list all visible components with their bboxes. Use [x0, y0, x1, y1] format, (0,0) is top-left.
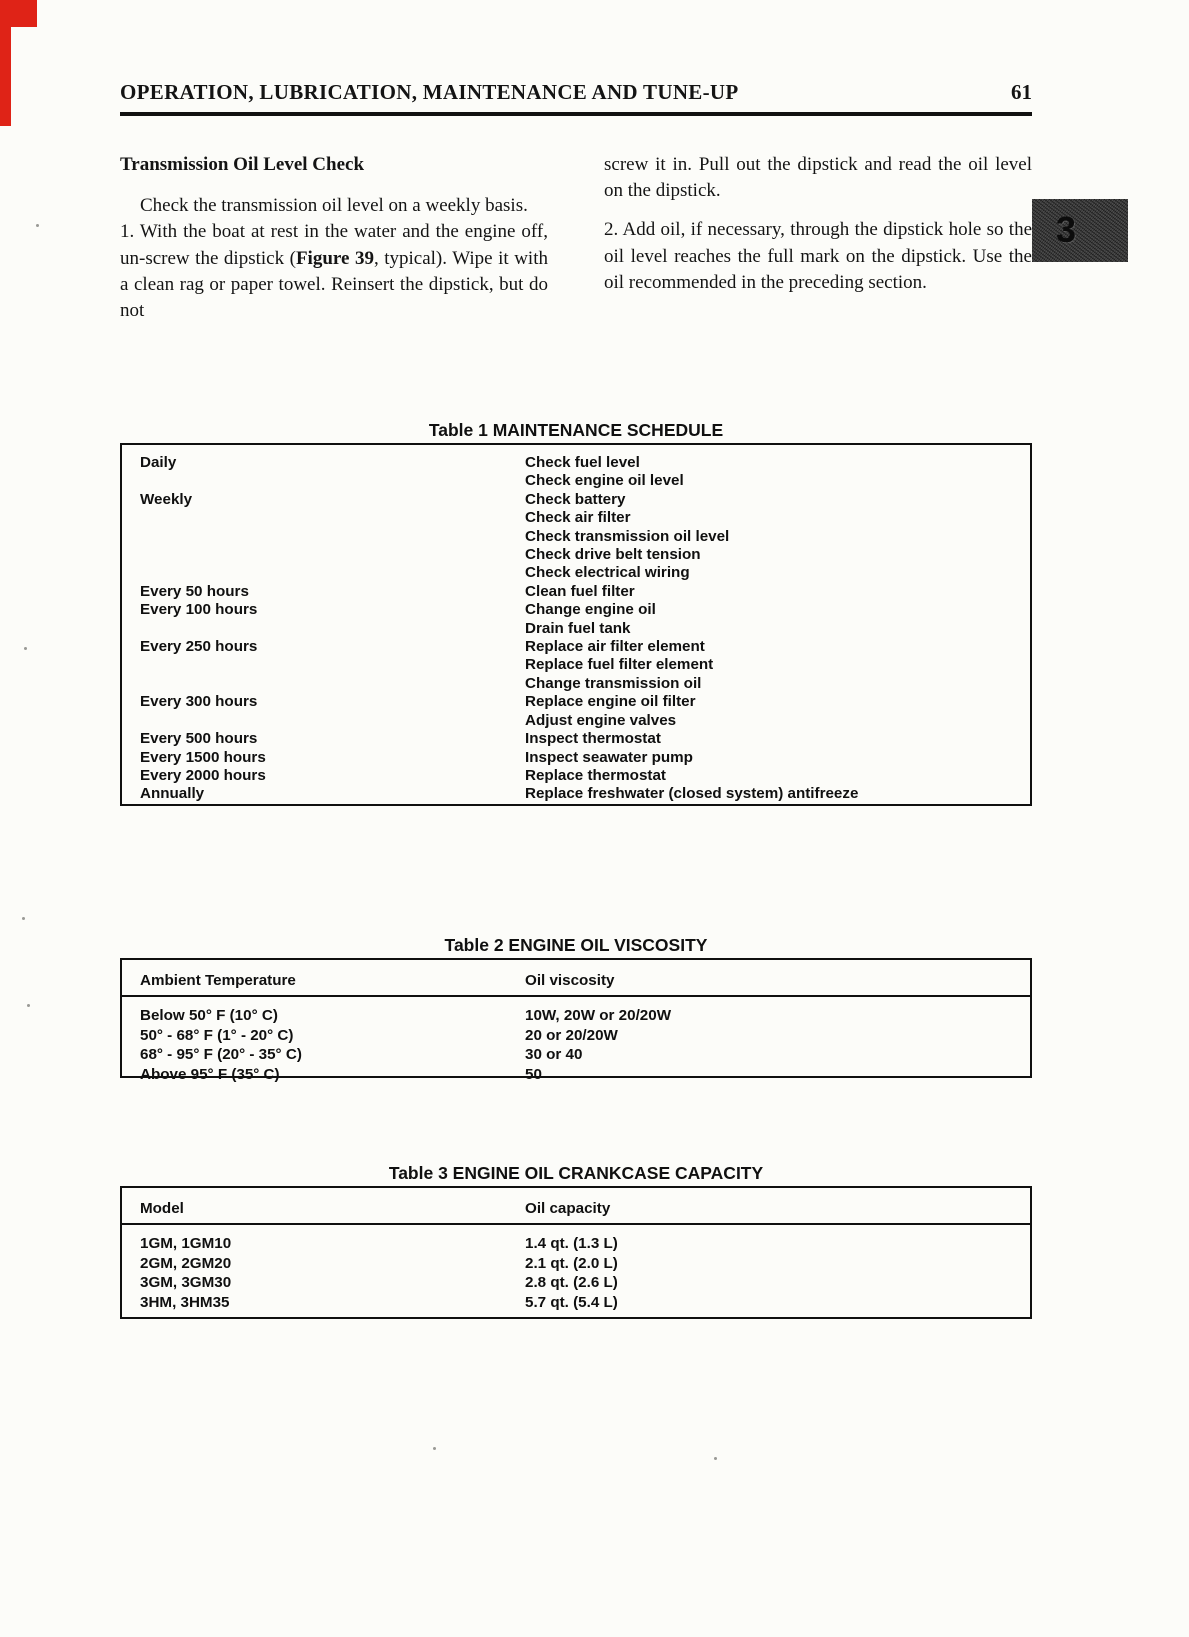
column-header: Oil capacity: [525, 1200, 611, 1217]
table-body: [122, 997, 1030, 1084]
viscosity-cell: 10W, 20W or 20/20W: [525, 1007, 672, 1024]
task-cell: Replace thermostat: [525, 766, 666, 784]
table-row: [122, 601, 1030, 619]
table-row: [122, 1026, 1030, 1046]
viscosity-cell: 50: [525, 1065, 542, 1083]
table-row: [122, 638, 1030, 656]
interval-cell: [122, 564, 525, 582]
task-cell: Change engine oil: [525, 601, 656, 619]
table-row: [122, 528, 1030, 546]
table-header-row: [122, 1188, 1030, 1219]
page-title: OPERATION, LUBRICATION, MAINTENANCE AND TUNE-UP: [120, 80, 739, 104]
model-cell: 2GM, 2GM20: [140, 1254, 232, 1272]
table-row: [122, 1065, 1030, 1085]
table-header-row: [122, 960, 1030, 991]
interval-cell: Daily: [140, 454, 177, 471]
capacity-cell: 5.7 qt. (5.4 L): [525, 1293, 618, 1311]
table2-engine-oil-viscosity: [120, 958, 1032, 1083]
interval-cell: [122, 472, 525, 490]
scan-speck: [22, 917, 25, 920]
interval-cell: Every 250 hours: [140, 638, 258, 656]
capacity-cell: 2.1 qt. (2.0 L): [525, 1254, 618, 1272]
table1-maintenance-schedule: [120, 443, 1032, 806]
task-cell: Clean fuel filter: [525, 582, 635, 600]
interval-cell: Every 2000 hours: [140, 766, 266, 784]
paragraph-text: 1. With the boat at rest in the water and the engine off, un-screw the dipstick (: [120, 221, 548, 269]
page-number: 61: [1011, 80, 1032, 104]
task-cell: Replace engine oil filter: [525, 693, 696, 711]
viscosity-cell: 30 or 40: [525, 1046, 583, 1064]
chapter-tab-number: 3: [1056, 209, 1077, 250]
scan-speck: [24, 647, 27, 650]
table-row: [122, 1045, 1030, 1065]
task-cell: Adjust engine valves: [525, 711, 677, 729]
task-cell: Drain fuel tank: [525, 619, 631, 637]
table-row: [122, 767, 1030, 785]
model-cell: 3GM, 3GM30: [140, 1274, 232, 1292]
table-row: [122, 1293, 1030, 1313]
table3-title: Table 3 ENGINE OIL CRANKCASE CAPACITY: [388, 1163, 764, 1183]
paragraph-text: , typical). Wipe it with a clean rag or paper towel. Reinsert the dipstick, but do not: [120, 247, 548, 322]
task-cell: Change transmission oil: [525, 674, 702, 692]
capacity-cell: 2.8 qt. (2.6 L): [525, 1274, 618, 1292]
interval-cell: [122, 656, 525, 674]
table-row: [122, 620, 1030, 638]
interval-cell: [122, 620, 525, 638]
table-row: [122, 749, 1030, 767]
scan-speck: [714, 1457, 717, 1460]
table-row: [122, 491, 1030, 509]
chapter-tab: [1032, 199, 1128, 262]
column-header: Ambient Temperature: [140, 972, 296, 989]
interval-cell: Every 1500 hours: [140, 748, 266, 766]
section-heading: Transmission Oil Level Check: [120, 154, 365, 175]
figure-reference: Figure 39: [295, 247, 374, 269]
scan-red-strip: [0, 0, 11, 126]
model-cell: 1GM, 1GM10: [140, 1235, 232, 1252]
model-cell: 3HM, 3HM35: [140, 1293, 230, 1311]
table-row: [122, 564, 1030, 582]
interval-cell: [122, 528, 525, 546]
task-cell: Inspect seawater pump: [525, 748, 693, 766]
table-row: [122, 675, 1030, 693]
interval-cell: Every 500 hours: [140, 730, 258, 748]
capacity-cell: 1.4 qt. (1.3 L): [525, 1235, 618, 1252]
interval-cell: Every 100 hours: [140, 601, 258, 619]
table-row: [122, 730, 1030, 748]
task-cell: Check air filter: [525, 509, 631, 527]
table-row: [122, 693, 1030, 711]
table2-title: Table 2 ENGINE OIL VISCOSITY: [444, 935, 708, 955]
column-header: Oil viscosity: [525, 972, 615, 989]
task-cell: Check transmission oil level: [525, 527, 730, 545]
table-row: [122, 712, 1030, 730]
task-cell: Check engine oil level: [525, 472, 684, 490]
table-row: [122, 785, 1030, 803]
table-row: [122, 454, 1030, 472]
task-cell: Check fuel level: [525, 454, 640, 471]
table3-engine-oil-crankcase-capacity: [120, 1186, 1032, 1319]
table1-title: Table 1 MAINTENANCE SCHEDULE: [428, 420, 724, 440]
interval-cell: [122, 675, 525, 693]
table-row: [122, 472, 1030, 490]
table-row: [122, 1273, 1030, 1293]
right-column: [604, 152, 1032, 324]
scan-speck: [36, 224, 39, 227]
table-row: [122, 1254, 1030, 1274]
interval-cell: [122, 712, 525, 730]
interval-cell: Every 50 hours: [140, 582, 249, 600]
body-columns: [120, 152, 1032, 324]
left-column: [120, 152, 548, 324]
table-row: [122, 1234, 1030, 1254]
temperature-cell: 68° - 95° F (20° - 35° C): [140, 1046, 302, 1064]
table-row: [122, 1006, 1030, 1026]
task-cell: Replace fuel filter element: [525, 656, 714, 674]
task-cell: Replace freshwater (closed system) antifreeze: [525, 785, 859, 803]
paragraph: screw it in. Pull out the dipstick and read the oil level on the dipstick.: [604, 154, 1032, 202]
temperature-cell: Below 50° F (10° C): [140, 1007, 278, 1024]
table-row: [122, 546, 1030, 564]
interval-cell: Annually: [140, 785, 205, 803]
table-row: [122, 509, 1030, 527]
table-row: [122, 583, 1030, 601]
table-row: [122, 656, 1030, 674]
scan-speck: [27, 1004, 30, 1007]
page-header: [120, 80, 1032, 116]
temperature-cell: 50° - 68° F (1° - 20° C): [140, 1026, 294, 1044]
task-cell: Check drive belt tension: [525, 546, 701, 564]
scan-speck: [433, 1447, 436, 1450]
table-body: [122, 1225, 1030, 1312]
task-cell: Check battery: [525, 490, 626, 508]
paragraph: 2. Add oil, if necessary, through the dipstick hole so the oil level reaches the full mark on the dipstick. Use the oil recommended in the preceding section.: [604, 219, 1032, 293]
interval-cell: [122, 546, 525, 564]
temperature-cell: Above 95° F (35° C): [140, 1065, 280, 1083]
task-cell: Check electrical wiring: [525, 564, 690, 582]
paragraph: Check the transmission oil level on a weekly basis.: [140, 195, 528, 217]
interval-cell: [122, 509, 525, 527]
task-cell: Replace air filter element: [525, 638, 705, 656]
interval-cell: Every 300 hours: [140, 693, 258, 711]
column-header: Model: [140, 1200, 184, 1217]
paragraph: [120, 219, 548, 324]
task-cell: Inspect thermostat: [525, 730, 661, 748]
interval-cell: Weekly: [140, 490, 193, 508]
viscosity-cell: 20 or 20/20W: [525, 1026, 618, 1044]
